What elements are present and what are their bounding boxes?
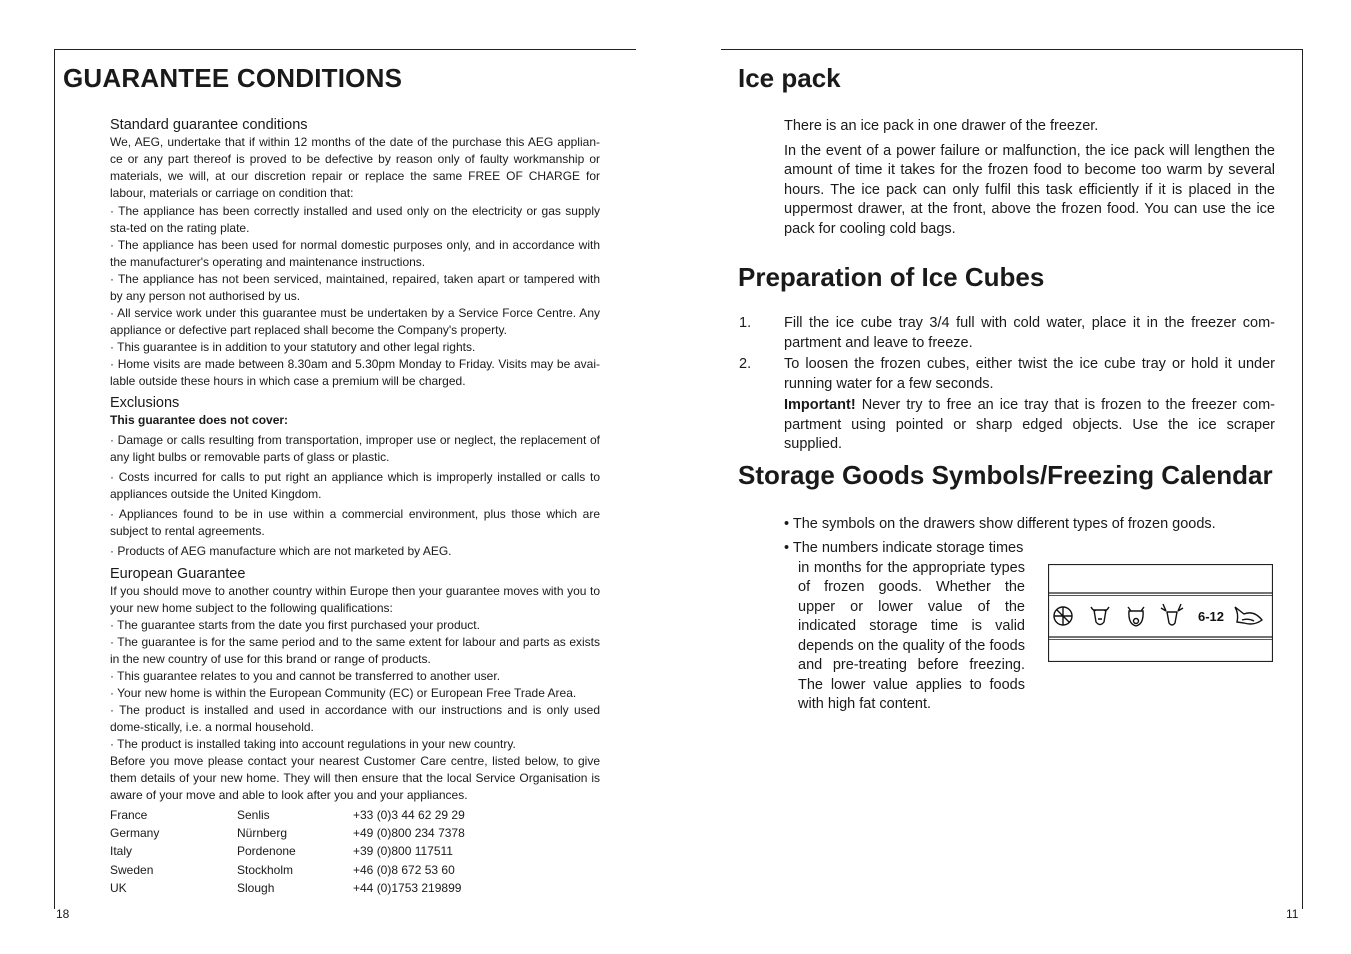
standard-item: · The appliance has been used for normal domestic purposes only, and in accordance with the manufacturer's operating and maintenance instructions.	[110, 238, 600, 269]
exclusion-item: · Damage or calls resulting from transportation, improper use or neglect, the replacement of any light bulbs or removable parts of glass or plastic.	[110, 433, 600, 464]
guarantee-body	[110, 116, 600, 899]
exclusion-item: · Appliances found to be in use within a commercial environment, plus those which are subject to rental agreements.	[110, 507, 600, 538]
table-row	[110, 881, 465, 899]
exclusion-item: · Products of AEG manufacture which are not marketed by AEG.	[110, 544, 452, 558]
standard-heading: Standard guarantee conditions	[110, 117, 308, 133]
contact-phone: +49 (0)800 234 7378	[353, 826, 465, 841]
standard-item: · The appliance has been correctly installed and used only on the electricity or gas supply sta-ted on the rating plate.	[110, 204, 600, 235]
standard-item: · Home visits are made between 8.30am and 5.30pm Monday to Friday. Visits may be avai-lable outside these hours in which case a premium will be charged.	[110, 357, 600, 388]
exclusions-section	[110, 412, 600, 560]
standard-item: · All service work under this guarantee must be undertaken by a Service Force Centre. Any appliance or defective part replaced shall become the Company's property.	[110, 306, 600, 337]
contact-phone: +46 (0)8 672 53 60	[353, 862, 455, 877]
contact-country: France	[110, 808, 148, 822]
contact-city: Senlis	[237, 808, 270, 822]
contact-country: Sweden	[110, 862, 154, 877]
european-item: · The product is installed and used in accordance with our instructions and is only used dome-stically, i.e. a normal household.	[110, 703, 600, 734]
table-row	[110, 863, 465, 881]
title-ice-cubes: Preparation of Ice Cubes	[738, 262, 1045, 292]
freezing-calendar-graphic	[1048, 564, 1273, 662]
ice-pack-text: In the event of a power failure or malfunction, the ice pack will lengthen the amount of time it takes for the frozen food to become too warm by several hours. The ice pack can only fulfil this task efficiently if it is placed in the uppermost drawer, at the front, above the frozen food. You can use the ice pack for cooling cold bags.	[784, 142, 1275, 237]
left-top-rule	[54, 49, 636, 50]
left-side-rule	[54, 49, 55, 909]
important-text: Never try to free an ice tray that is frozen to the freezer com-partment using pointed or sharp edged objects. Use the ice scraper supplied.	[784, 397, 1275, 452]
european-section	[110, 583, 600, 804]
page-number-left: 18	[56, 907, 70, 921]
exclusions-heading: Exclusions	[110, 395, 180, 411]
step-number: 2.	[739, 356, 752, 372]
standard-section	[110, 134, 600, 390]
important-note	[784, 396, 1275, 455]
european-item: · This guarantee relates to you and cannot be transferred to another user.	[110, 669, 501, 683]
step-text: To loosen the frozen cubes, either twist the ice cube tray or hold it under running water for a few seconds.	[784, 356, 1275, 392]
calendar-months-label: 6-12	[1198, 609, 1225, 624]
european-item: · The guarantee is for the same period and to the same extent for labour and parts as exists in the new country of use for this brand or range of products.	[110, 635, 600, 666]
contact-phone: +44 (0)1753 219899	[353, 880, 462, 895]
contact-city: Nürnberg	[237, 826, 288, 841]
page-number-right: 11	[1286, 907, 1299, 921]
standard-intro: We, AEG, undertake that if within 12 months of the date of the purchase this AEG applian-ce or any part thereof is proved to be defective by reason only of faulty workmanship or materials, we will, at our discretion repair or replace the same FREE OF CHARGE for labour, materials or carriage on condition that:	[110, 135, 600, 200]
list-item	[739, 314, 1275, 353]
table-row	[110, 808, 465, 826]
list-item	[739, 355, 1275, 394]
european-intro: If you should move to another country within Europe then your guarantee moves with you to your new home subject to the following qualifications:	[110, 584, 600, 615]
right-side-rule	[1302, 49, 1303, 909]
step-text: Fill the ice cube tray 3/4 full with cold water, place it in the freezer com-partment and leave to freeze.	[784, 315, 1275, 351]
european-item: · The product is installed taking into account regulations in your new country.	[110, 737, 516, 751]
melon-icon	[1054, 607, 1072, 625]
contacts-table	[110, 808, 465, 899]
contact-city: Slough	[237, 880, 275, 895]
contact-country: Italy	[110, 844, 133, 859]
contact-city: Pordenone	[237, 844, 296, 859]
european-item: · The guarantee starts from the date you first purchased your product.	[110, 618, 480, 632]
ice-pack-body	[784, 117, 1275, 239]
contact-city: Stockholm	[237, 862, 294, 877]
contact-country: UK	[110, 880, 127, 895]
european-item: · Your new home is within the European Community (EC) or European Free Trade Area.	[110, 686, 577, 700]
right-top-rule	[721, 49, 1302, 50]
contact-country: Germany	[110, 826, 160, 841]
table-row	[110, 826, 465, 844]
european-heading: European Guarantee	[110, 566, 246, 582]
important-label: Important!	[784, 397, 856, 413]
standard-item: · The appliance has not been serviced, maintained, repaired, taken apart or tampered with by any person not authorised by us.	[110, 272, 600, 303]
step-number: 1.	[739, 315, 752, 331]
exclusions-subheading: This guarantee does not cover:	[110, 413, 289, 427]
page-title-guarantee: GUARANTEE CONDITIONS	[63, 63, 403, 93]
title-ice-pack: Ice pack	[738, 63, 841, 93]
storage-bullet-1: • The symbols on the drawers show different types of frozen goods.	[784, 516, 1216, 532]
table-row	[110, 844, 465, 862]
contact-phone: +39 (0)800 117511	[353, 844, 453, 859]
storage-bullet-2-lead: • The numbers indicate storage times	[784, 540, 1024, 556]
freezing-calendar-svg	[1048, 564, 1273, 662]
storage-bullet-2	[784, 539, 1025, 715]
ice-pack-intro: There is an ice pack in one drawer of the freezer.	[784, 118, 1099, 134]
ice-cubes-body	[739, 314, 1275, 455]
exclusion-item: · Costs incurred for calls to put right an appliance which is improperly installed or calls to appliances outside the United Kingdom.	[110, 470, 600, 501]
contact-phone: +33 (0)3 44 62 29 29	[353, 808, 465, 822]
standard-item: · This guarantee is in addition to your statutory and other legal rights.	[110, 340, 476, 354]
european-outro: Before you move please contact your nearest Customer Care centre, listed below, to give them details of your new home. They will then ensure that the local Service Organisation is aware of your move and able to look after you and your appliances.	[110, 754, 600, 802]
title-storage: Storage Goods Symbols/Freezing Calendar	[738, 460, 1273, 490]
storage-bullet-2-text: in months for the appropriate types of frozen goods. Whether the upper or lower value of the indicated storage time is valid depends on the quality of the foods and pre-treating before freezing. The lower value applies to foods with high fat content.	[798, 559, 1025, 712]
